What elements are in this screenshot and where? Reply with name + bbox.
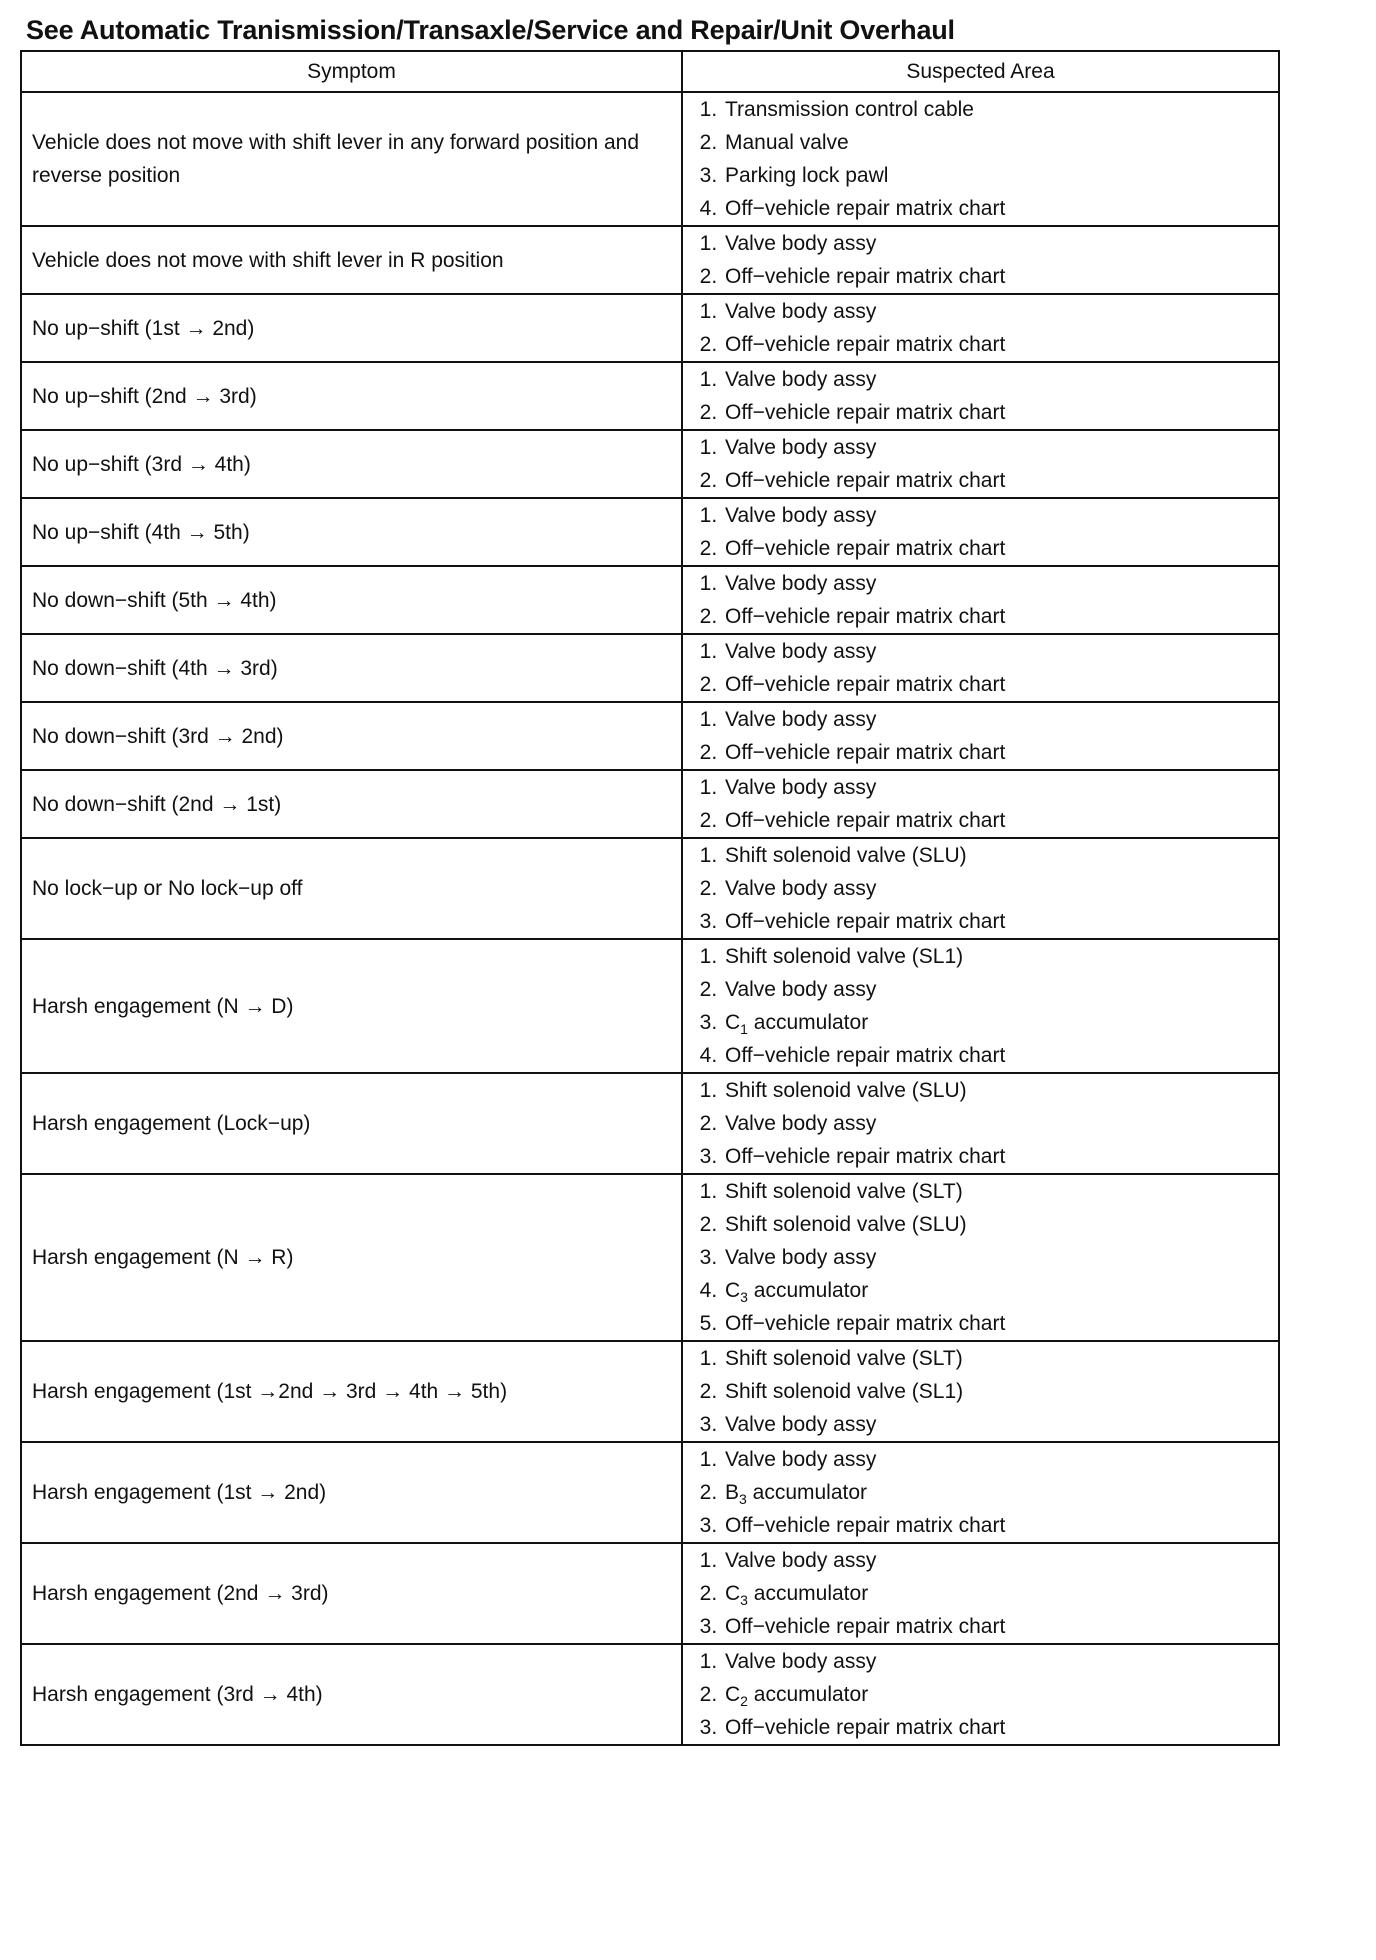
suspected-area-item: [723, 93, 1268, 126]
suspected-area-text: C: [725, 1011, 741, 1034]
suspected-area-cell: [682, 566, 1279, 634]
suspected-area-text: Off−vehicle repair matrix chart: [725, 1615, 1006, 1638]
suspected-area-item: [723, 771, 1268, 804]
symptom-cell: Harsh engagement (1st →2nd → 3rd → 4th → 5th): [21, 1341, 682, 1442]
table-row: [21, 838, 1279, 939]
symptom-cell: No up−shift (2nd → 3rd): [21, 362, 682, 430]
suspected-area-item: [723, 1678, 1268, 1711]
table-row: [21, 1543, 1279, 1644]
suspected-area-item: [723, 804, 1268, 837]
suspected-area-suffix: accumulator: [747, 1582, 869, 1605]
suspected-area-cell: [682, 634, 1279, 702]
symptom-cell: Harsh engagement (2nd → 3rd): [21, 1543, 682, 1644]
suspected-area-item: [723, 872, 1268, 905]
suspected-area-text: Valve body assy: [725, 572, 877, 595]
suspected-area-item: [723, 973, 1268, 1006]
subscript: 3: [739, 1491, 747, 1508]
suspected-area-suffix: accumulator: [747, 1011, 869, 1034]
suspected-area-text: Off−vehicle repair matrix chart: [725, 537, 1006, 560]
suspected-area-item: [723, 1476, 1268, 1509]
suspected-area-text: Shift solenoid valve (SLU): [725, 844, 967, 867]
suspected-area-item: [723, 1039, 1268, 1072]
suspected-area-text: Valve body assy: [725, 640, 877, 663]
symptom-cell: No down−shift (4th → 3rd): [21, 634, 682, 702]
suspected-area-text: Valve body assy: [725, 708, 877, 731]
suspected-area-text: Off−vehicle repair matrix chart: [725, 469, 1006, 492]
suspected-area-list: [693, 499, 1268, 565]
suspected-area-text: B: [725, 1481, 740, 1504]
suspected-area-text: Transmission control cable: [725, 98, 974, 121]
diagnosis-table: [20, 50, 1280, 1746]
suspected-area-list: [693, 363, 1268, 429]
suspected-area-cell: [682, 1174, 1279, 1341]
suspected-area-item: [723, 1408, 1268, 1441]
suspected-area-item: [723, 1544, 1268, 1577]
suspected-area-item: [723, 600, 1268, 633]
suspected-area-list: [693, 703, 1268, 769]
suspected-area-cell: [682, 226, 1279, 294]
table-row: [21, 1073, 1279, 1174]
suspected-area-text: Off−vehicle repair matrix chart: [725, 333, 1006, 356]
suspected-area-item: [723, 703, 1268, 736]
suspected-area-list: [693, 227, 1268, 293]
suspected-area-item: [723, 1241, 1268, 1274]
page-title: See Automatic Tranismission/Transaxle/Service and Repair/Unit Overhaul: [26, 15, 955, 45]
symptom-column-header: Symptom: [21, 51, 682, 92]
suspected-area-list: [693, 1443, 1268, 1542]
suspected-area-text: Off−vehicle repair matrix chart: [725, 605, 1006, 628]
table-row: [21, 498, 1279, 566]
suspected-area-text: Off−vehicle repair matrix chart: [725, 1716, 1006, 1739]
suspected-area-text: Shift solenoid valve (SLU): [725, 1079, 967, 1102]
suspected-area-text: Shift solenoid valve (SLT): [725, 1347, 963, 1370]
suspected-area-list: [693, 940, 1268, 1072]
suspected-area-text: Shift solenoid valve (SL1): [725, 945, 964, 968]
subscript: 1: [740, 1021, 748, 1038]
suspected-area-item: [723, 159, 1268, 192]
suspected-area-item: [723, 1107, 1268, 1140]
suspected-area-text: Off−vehicle repair matrix chart: [725, 673, 1006, 696]
table-row: [21, 770, 1279, 838]
suspected-area-item: [723, 940, 1268, 973]
suspected-area-item: [723, 396, 1268, 429]
symptom-cell: No up−shift (3rd → 4th): [21, 430, 682, 498]
suspected-area-item: [723, 1074, 1268, 1107]
suspected-area-text: Valve body assy: [725, 1112, 877, 1135]
suspected-area-item: [723, 905, 1268, 938]
symptom-cell: No down−shift (2nd → 1st): [21, 770, 682, 838]
suspected-area-item: [723, 464, 1268, 497]
suspected-area-item: [723, 431, 1268, 464]
suspected-area-text: C: [725, 1582, 741, 1605]
subscript: 3: [740, 1592, 748, 1609]
suspected-area-text: Valve body assy: [725, 1413, 877, 1436]
suspected-area-item: [723, 1711, 1268, 1744]
suspected-area-item: [723, 668, 1268, 701]
suspected-area-column-header: Suspected Area: [682, 51, 1279, 92]
suspected-area-item: [723, 260, 1268, 293]
symptom-cell: No up−shift (4th → 5th): [21, 498, 682, 566]
table-row: [21, 1341, 1279, 1442]
suspected-area-item: [723, 1175, 1268, 1208]
suspected-area-list: [693, 295, 1268, 361]
suspected-area-item: [723, 1375, 1268, 1408]
table-row: [21, 939, 1279, 1073]
subscript: 2: [740, 1693, 748, 1710]
suspected-area-text: Valve body assy: [725, 776, 877, 799]
suspected-area-item: [723, 1274, 1268, 1307]
table-row: [21, 430, 1279, 498]
suspected-area-suffix: accumulator: [746, 1481, 868, 1504]
suspected-area-text: Valve body assy: [725, 504, 877, 527]
suspected-area-cell: [682, 92, 1279, 226]
table-row: [21, 634, 1279, 702]
suspected-area-cell: [682, 770, 1279, 838]
table-row: [21, 294, 1279, 362]
suspected-area-text: Off−vehicle repair matrix chart: [725, 1514, 1006, 1537]
header-row: [21, 51, 1279, 92]
suspected-area-item: [723, 567, 1268, 600]
suspected-area-cell: [682, 1644, 1279, 1745]
suspected-area-list: [693, 1175, 1268, 1340]
suspected-area-text: Parking lock pawl: [725, 164, 889, 187]
suspected-area-item: [723, 1342, 1268, 1375]
subscript: 3: [740, 1289, 748, 1306]
symptom-cell: Harsh engagement (N → R): [21, 1174, 682, 1341]
suspected-area-item: [723, 1006, 1268, 1039]
suspected-area-item: [723, 227, 1268, 260]
suspected-area-cell: [682, 294, 1279, 362]
symptom-cell: Vehicle does not move with shift lever in any forward position and reverse position: [21, 92, 682, 226]
symptom-cell: Harsh engagement (Lock−up): [21, 1073, 682, 1174]
suspected-area-item: [723, 1140, 1268, 1173]
suspected-area-item: [723, 1577, 1268, 1610]
suspected-area-list: [693, 431, 1268, 497]
suspected-area-list: [693, 771, 1268, 837]
suspected-area-list: [693, 1342, 1268, 1441]
suspected-area-text: Valve body assy: [725, 368, 877, 391]
table-row: [21, 362, 1279, 430]
suspected-area-suffix: accumulator: [747, 1279, 869, 1302]
suspected-area-text: Valve body assy: [725, 1650, 877, 1673]
suspected-area-item: [723, 1509, 1268, 1542]
suspected-area-text: Off−vehicle repair matrix chart: [725, 1145, 1006, 1168]
table-row: [21, 702, 1279, 770]
suspected-area-item: [723, 499, 1268, 532]
suspected-area-item: [723, 363, 1268, 396]
suspected-area-list: [693, 93, 1268, 225]
suspected-area-text: Valve body assy: [725, 877, 877, 900]
suspected-area-text: C: [725, 1683, 741, 1706]
suspected-area-text: Shift solenoid valve (SLT): [725, 1180, 963, 1203]
suspected-area-text: Off−vehicle repair matrix chart: [725, 401, 1006, 424]
suspected-area-cell: [682, 1341, 1279, 1442]
symptom-cell: Vehicle does not move with shift lever in R position: [21, 226, 682, 294]
suspected-area-list: [693, 567, 1268, 633]
suspected-area-item: [723, 1645, 1268, 1678]
suspected-area-suffix: accumulator: [747, 1683, 869, 1706]
suspected-area-cell: [682, 702, 1279, 770]
suspected-area-cell: [682, 498, 1279, 566]
suspected-area-text: Off−vehicle repair matrix chart: [725, 197, 1006, 220]
suspected-area-text: Shift solenoid valve (SL1): [725, 1380, 964, 1403]
suspected-area-item: [723, 736, 1268, 769]
table-row: [21, 1442, 1279, 1543]
suspected-area-list: [693, 839, 1268, 938]
table-row: [21, 1644, 1279, 1745]
suspected-area-list: [693, 1645, 1268, 1744]
suspected-area-item: [723, 126, 1268, 159]
suspected-area-item: [723, 192, 1268, 225]
symptom-cell: Harsh engagement (N → D): [21, 939, 682, 1073]
suspected-area-item: [723, 839, 1268, 872]
suspected-area-text: Manual valve: [725, 131, 849, 154]
suspected-area-item: [723, 295, 1268, 328]
suspected-area-cell: [682, 939, 1279, 1073]
suspected-area-text: C: [725, 1279, 741, 1302]
suspected-area-text: Valve body assy: [725, 300, 877, 323]
symptom-cell: No down−shift (3rd → 2nd): [21, 702, 682, 770]
suspected-area-text: Valve body assy: [725, 436, 877, 459]
suspected-area-item: [723, 1208, 1268, 1241]
table-row: [21, 566, 1279, 634]
table-row: [21, 92, 1279, 226]
suspected-area-text: Valve body assy: [725, 1246, 877, 1269]
suspected-area-cell: [682, 362, 1279, 430]
suspected-area-item: [723, 635, 1268, 668]
suspected-area-list: [693, 635, 1268, 701]
suspected-area-text: Valve body assy: [725, 1549, 877, 1572]
suspected-area-text: Valve body assy: [725, 232, 877, 255]
table-row: [21, 1174, 1279, 1341]
suspected-area-list: [693, 1544, 1268, 1643]
table-body: [21, 92, 1279, 1745]
suspected-area-item: [723, 1443, 1268, 1476]
suspected-area-text: Off−vehicle repair matrix chart: [725, 741, 1006, 764]
suspected-area-text: Off−vehicle repair matrix chart: [725, 910, 1006, 933]
symptom-cell: No lock−up or No lock−up off: [21, 838, 682, 939]
suspected-area-cell: [682, 1073, 1279, 1174]
table-row: [21, 226, 1279, 294]
suspected-area-item: [723, 328, 1268, 361]
suspected-area-text: Off−vehicle repair matrix chart: [725, 1312, 1006, 1335]
suspected-area-cell: [682, 838, 1279, 939]
suspected-area-cell: [682, 430, 1279, 498]
suspected-area-list: [693, 1074, 1268, 1173]
suspected-area-item: [723, 532, 1268, 565]
suspected-area-text: Valve body assy: [725, 978, 877, 1001]
suspected-area-text: Shift solenoid valve (SLU): [725, 1213, 967, 1236]
symptom-cell: No up−shift (1st → 2nd): [21, 294, 682, 362]
suspected-area-text: Off−vehicle repair matrix chart: [725, 265, 1006, 288]
symptom-cell: Harsh engagement (3rd → 4th): [21, 1644, 682, 1745]
suspected-area-text: Off−vehicle repair matrix chart: [725, 809, 1006, 832]
suspected-area-cell: [682, 1442, 1279, 1543]
symptom-cell: No down−shift (5th → 4th): [21, 566, 682, 634]
suspected-area-item: [723, 1307, 1268, 1340]
suspected-area-item: [723, 1610, 1268, 1643]
suspected-area-text: Off−vehicle repair matrix chart: [725, 1044, 1006, 1067]
suspected-area-cell: [682, 1543, 1279, 1644]
symptom-cell: Harsh engagement (1st → 2nd): [21, 1442, 682, 1543]
suspected-area-text: Valve body assy: [725, 1448, 877, 1471]
